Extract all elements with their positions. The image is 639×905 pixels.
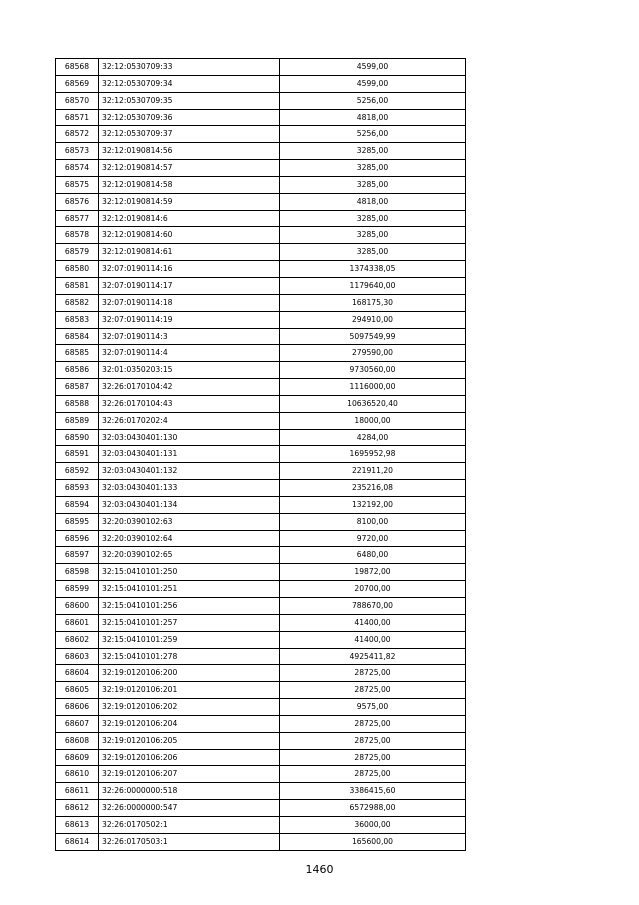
row-id-cell: 68598 xyxy=(56,564,99,581)
row-id-cell: 68579 xyxy=(56,244,99,261)
cadastral-value-cell: 6480,00 xyxy=(280,547,466,564)
table-row xyxy=(56,311,466,328)
cadastral-value-cell: 36000,00 xyxy=(280,816,466,833)
table-row xyxy=(56,665,466,682)
cadastral-value-cell: 18000,00 xyxy=(280,412,466,429)
row-id-cell: 68570 xyxy=(56,92,99,109)
cadastral-value-cell: 5256,00 xyxy=(280,126,466,143)
row-id-cell: 68590 xyxy=(56,429,99,446)
cadastral-value-cell: 4599,00 xyxy=(280,59,466,76)
cadastral-number-cell: 32:12:0530709:35 xyxy=(99,92,280,109)
cadastral-number-cell: 32:19:0120106:205 xyxy=(99,732,280,749)
cadastral-number-cell: 32:07:0190114:16 xyxy=(99,261,280,278)
table-row xyxy=(56,833,466,850)
cadastral-number-cell: 32:12:0190814:57 xyxy=(99,160,280,177)
row-id-cell: 68608 xyxy=(56,732,99,749)
cadastral-value-cell: 3285,00 xyxy=(280,143,466,160)
cadastral-number-cell: 32:26:0170104:43 xyxy=(99,395,280,412)
table-row xyxy=(56,227,466,244)
cadastral-number-cell: 32:20:0390102:63 xyxy=(99,513,280,530)
cadastral-number-cell: 32:15:0410101:259 xyxy=(99,631,280,648)
row-id-cell: 68605 xyxy=(56,682,99,699)
row-id-cell: 68584 xyxy=(56,328,99,345)
cadastral-value-cell: 9730560,00 xyxy=(280,362,466,379)
row-id-cell: 68609 xyxy=(56,749,99,766)
table-row xyxy=(56,631,466,648)
table-row xyxy=(56,530,466,547)
cadastral-value-cell: 19872,00 xyxy=(280,564,466,581)
cadastral-value-cell: 8100,00 xyxy=(280,513,466,530)
table-row xyxy=(56,598,466,615)
cadastral-value-cell: 1374338,05 xyxy=(280,261,466,278)
table-row xyxy=(56,109,466,126)
row-id-cell: 68580 xyxy=(56,261,99,278)
cadastral-value-cell: 6572988,00 xyxy=(280,800,466,817)
cadastral-number-cell: 32:15:0410101:256 xyxy=(99,598,280,615)
row-id-cell: 68577 xyxy=(56,210,99,227)
cadastral-number-cell: 32:26:0170503:1 xyxy=(99,833,280,850)
cadastral-value-cell: 221911,20 xyxy=(280,463,466,480)
cadastral-number-cell: 32:15:0410101:257 xyxy=(99,614,280,631)
cadastral-number-cell: 32:03:0430401:131 xyxy=(99,446,280,463)
cadastral-number-cell: 32:19:0120106:201 xyxy=(99,682,280,699)
cadastral-number-cell: 32:26:0170502:1 xyxy=(99,816,280,833)
cadastral-value-cell: 41400,00 xyxy=(280,614,466,631)
table-row xyxy=(56,614,466,631)
cadastral-number-cell: 32:15:0410101:278 xyxy=(99,648,280,665)
row-id-cell: 68597 xyxy=(56,547,99,564)
row-id-cell: 68604 xyxy=(56,665,99,682)
cadastral-number-cell: 32:12:0530709:33 xyxy=(99,59,280,76)
cadastral-value-cell: 28725,00 xyxy=(280,715,466,732)
table-row xyxy=(56,648,466,665)
row-id-cell: 68585 xyxy=(56,345,99,362)
cadastral-value-cell: 5256,00 xyxy=(280,92,466,109)
cadastral-value-cell: 41400,00 xyxy=(280,631,466,648)
cadastral-value-cell: 3285,00 xyxy=(280,176,466,193)
cadastral-value-cell: 279590,00 xyxy=(280,345,466,362)
cadastral-number-cell: 32:12:0190814:60 xyxy=(99,227,280,244)
cadastral-number-cell: 32:12:0530709:34 xyxy=(99,75,280,92)
table-row xyxy=(56,379,466,396)
row-id-cell: 68589 xyxy=(56,412,99,429)
cadastral-value-cell: 28725,00 xyxy=(280,732,466,749)
table-row xyxy=(56,277,466,294)
table-row xyxy=(56,766,466,783)
table-row xyxy=(56,783,466,800)
cadastral-value-cell: 4818,00 xyxy=(280,109,466,126)
table-row xyxy=(56,294,466,311)
row-id-cell: 68592 xyxy=(56,463,99,480)
table-row xyxy=(56,395,466,412)
row-id-cell: 68574 xyxy=(56,160,99,177)
page-number: 1460 xyxy=(305,863,334,876)
cadastral-value-cell: 3285,00 xyxy=(280,244,466,261)
row-id-cell: 68576 xyxy=(56,193,99,210)
cadastral-value-cell: 3285,00 xyxy=(280,227,466,244)
cadastral-value-cell: 4599,00 xyxy=(280,75,466,92)
table-row xyxy=(56,59,466,76)
cadastral-value-cell: 4818,00 xyxy=(280,193,466,210)
table-row xyxy=(56,412,466,429)
table-row xyxy=(56,345,466,362)
row-id-cell: 68587 xyxy=(56,379,99,396)
row-id-cell: 68575 xyxy=(56,176,99,193)
cadastral-value-cell: 1116000,00 xyxy=(280,379,466,396)
row-id-cell: 68571 xyxy=(56,109,99,126)
cadastral-number-cell: 32:07:0190114:18 xyxy=(99,294,280,311)
cadastral-number-cell: 32:15:0410101:251 xyxy=(99,581,280,598)
table-row xyxy=(56,193,466,210)
table-row xyxy=(56,496,466,513)
table-row xyxy=(56,429,466,446)
cadastral-number-cell: 32:15:0410101:250 xyxy=(99,564,280,581)
cadastral-value-cell: 165600,00 xyxy=(280,833,466,850)
row-id-cell: 68594 xyxy=(56,496,99,513)
table-row xyxy=(56,732,466,749)
row-id-cell: 68607 xyxy=(56,715,99,732)
cadastral-number-cell: 32:07:0190114:17 xyxy=(99,277,280,294)
cadastral-number-cell: 32:07:0190114:4 xyxy=(99,345,280,362)
row-id-cell: 68583 xyxy=(56,311,99,328)
table-row xyxy=(56,160,466,177)
cadastral-number-cell: 32:12:0190814:6 xyxy=(99,210,280,227)
table-row xyxy=(56,143,466,160)
table-body xyxy=(56,59,466,851)
cadastral-number-cell: 32:12:0190814:58 xyxy=(99,176,280,193)
cadastral-number-cell: 32:19:0120106:200 xyxy=(99,665,280,682)
cadastral-number-cell: 32:12:0190814:56 xyxy=(99,143,280,160)
table-row xyxy=(56,816,466,833)
cadastral-number-cell: 32:19:0120106:202 xyxy=(99,699,280,716)
table-row xyxy=(56,176,466,193)
cadastral-value-cell: 235216,08 xyxy=(280,480,466,497)
cadastral-value-cell: 3285,00 xyxy=(280,160,466,177)
cadastral-value-cell: 3285,00 xyxy=(280,210,466,227)
table-row xyxy=(56,261,466,278)
row-id-cell: 68603 xyxy=(56,648,99,665)
row-id-cell: 68613 xyxy=(56,816,99,833)
cadastral-value-cell: 3386415,60 xyxy=(280,783,466,800)
cadastral-value-cell: 28725,00 xyxy=(280,749,466,766)
row-id-cell: 68568 xyxy=(56,59,99,76)
cadastral-value-cell: 788670,00 xyxy=(280,598,466,615)
cadastral-number-cell: 32:07:0190114:19 xyxy=(99,311,280,328)
table-row xyxy=(56,513,466,530)
table-row xyxy=(56,682,466,699)
row-id-cell: 68573 xyxy=(56,143,99,160)
table-row xyxy=(56,480,466,497)
cadastral-value-cell: 1695952,98 xyxy=(280,446,466,463)
cadastral-number-cell: 32:20:0390102:64 xyxy=(99,530,280,547)
row-id-cell: 68612 xyxy=(56,800,99,817)
cadastral-number-cell: 32:19:0120106:206 xyxy=(99,749,280,766)
row-id-cell: 68595 xyxy=(56,513,99,530)
table-row xyxy=(56,244,466,261)
table-row xyxy=(56,800,466,817)
cadastral-number-cell: 32:26:0170202:4 xyxy=(99,412,280,429)
cadastral-value-cell: 28725,00 xyxy=(280,766,466,783)
cadastral-number-cell: 32:26:0000000:518 xyxy=(99,783,280,800)
row-id-cell: 68578 xyxy=(56,227,99,244)
cadastral-number-cell: 32:26:0000000:547 xyxy=(99,800,280,817)
cadastral-number-cell: 32:20:0390102:65 xyxy=(99,547,280,564)
row-id-cell: 68606 xyxy=(56,699,99,716)
cadastral-value-table xyxy=(55,58,466,851)
cadastral-number-cell: 32:03:0430401:133 xyxy=(99,480,280,497)
row-id-cell: 68599 xyxy=(56,581,99,598)
row-id-cell: 68602 xyxy=(56,631,99,648)
cadastral-value-cell: 168175,30 xyxy=(280,294,466,311)
table-row xyxy=(56,446,466,463)
row-id-cell: 68614 xyxy=(56,833,99,850)
table-row xyxy=(56,328,466,345)
row-id-cell: 68611 xyxy=(56,783,99,800)
table-row xyxy=(56,715,466,732)
cadastral-number-cell: 32:19:0120106:204 xyxy=(99,715,280,732)
table-row xyxy=(56,126,466,143)
row-id-cell: 68596 xyxy=(56,530,99,547)
cadastral-value-cell: 294910,00 xyxy=(280,311,466,328)
cadastral-value-cell: 1179640,00 xyxy=(280,277,466,294)
cadastral-number-cell: 32:03:0430401:132 xyxy=(99,463,280,480)
cadastral-number-cell: 32:12:0530709:36 xyxy=(99,109,280,126)
cadastral-value-cell: 20700,00 xyxy=(280,581,466,598)
cadastral-number-cell: 32:12:0190814:61 xyxy=(99,244,280,261)
table-row xyxy=(56,463,466,480)
cadastral-value-cell: 10636520,40 xyxy=(280,395,466,412)
row-id-cell: 68601 xyxy=(56,614,99,631)
cadastral-number-cell: 32:19:0120106:207 xyxy=(99,766,280,783)
row-id-cell: 68586 xyxy=(56,362,99,379)
table-row xyxy=(56,547,466,564)
row-id-cell: 68569 xyxy=(56,75,99,92)
table-row xyxy=(56,362,466,379)
cadastral-number-cell: 32:01:0350203:15 xyxy=(99,362,280,379)
row-id-cell: 68593 xyxy=(56,480,99,497)
cadastral-value-cell: 28725,00 xyxy=(280,665,466,682)
table-row xyxy=(56,92,466,109)
table-row xyxy=(56,749,466,766)
cadastral-number-cell: 32:12:0530709:37 xyxy=(99,126,280,143)
cadastral-value-cell: 9720,00 xyxy=(280,530,466,547)
cadastral-value-cell: 9575,00 xyxy=(280,699,466,716)
row-id-cell: 68600 xyxy=(56,598,99,615)
cadastral-value-cell: 4284,00 xyxy=(280,429,466,446)
row-id-cell: 68610 xyxy=(56,766,99,783)
row-id-cell: 68572 xyxy=(56,126,99,143)
table-row xyxy=(56,210,466,227)
cadastral-value-cell: 132192,00 xyxy=(280,496,466,513)
cadastral-value-cell: 5097549,99 xyxy=(280,328,466,345)
cadastral-number-cell: 32:12:0190814:59 xyxy=(99,193,280,210)
table-row xyxy=(56,564,466,581)
cadastral-value-cell: 28725,00 xyxy=(280,682,466,699)
cadastral-value-cell: 4925411,82 xyxy=(280,648,466,665)
cadastral-number-cell: 32:03:0430401:130 xyxy=(99,429,280,446)
row-id-cell: 68581 xyxy=(56,277,99,294)
row-id-cell: 68591 xyxy=(56,446,99,463)
table-row xyxy=(56,75,466,92)
row-id-cell: 68588 xyxy=(56,395,99,412)
cadastral-number-cell: 32:07:0190114:3 xyxy=(99,328,280,345)
table-row xyxy=(56,581,466,598)
cadastral-number-cell: 32:26:0170104:42 xyxy=(99,379,280,396)
row-id-cell: 68582 xyxy=(56,294,99,311)
cadastral-number-cell: 32:03:0430401:134 xyxy=(99,496,280,513)
table-row xyxy=(56,699,466,716)
